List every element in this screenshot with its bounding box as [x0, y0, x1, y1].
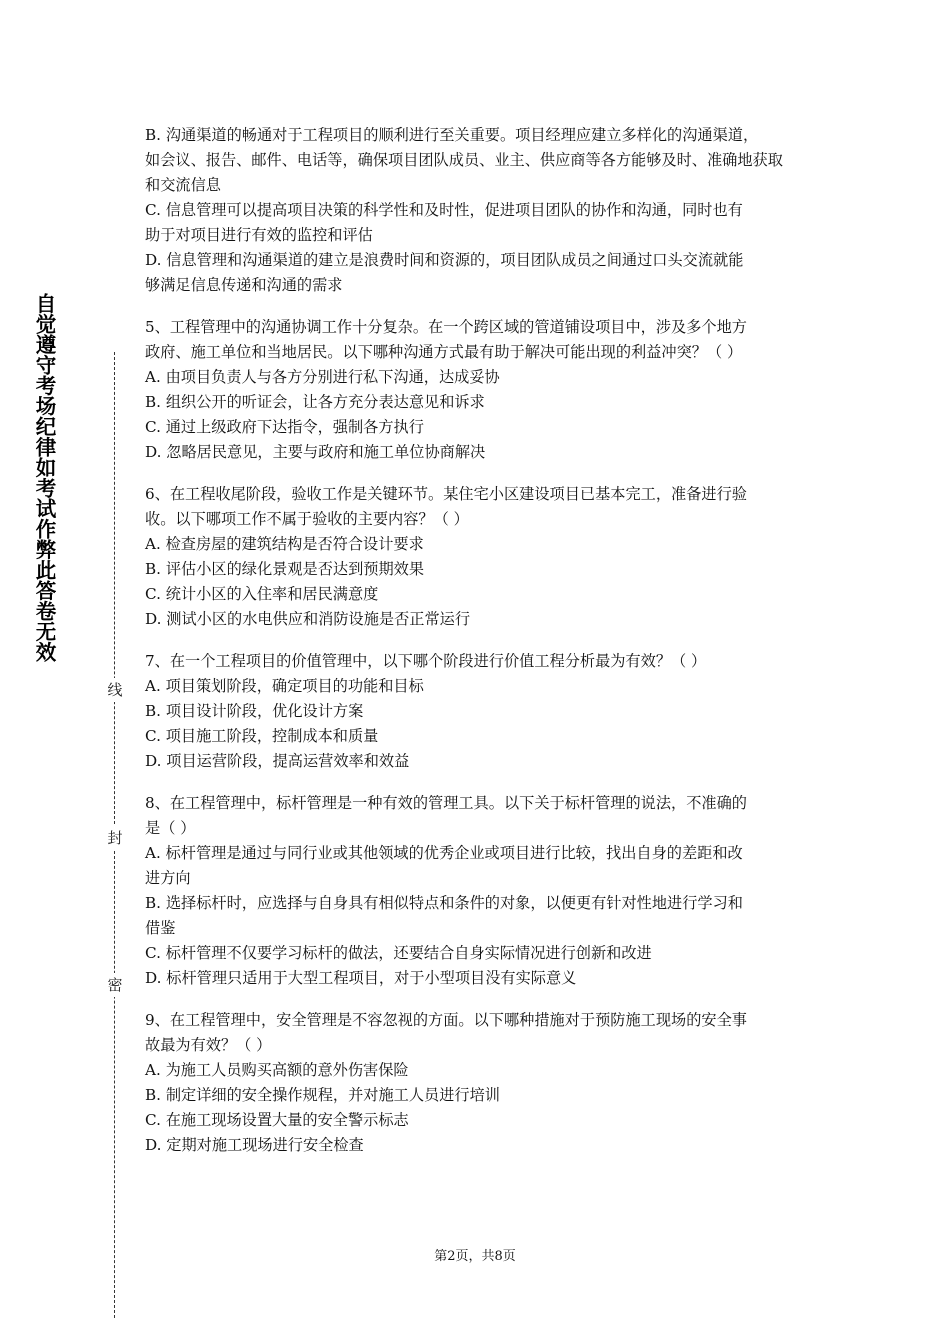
option-c: C. 在施工现场设置大量的安全警示标志 [145, 1111, 409, 1129]
seal-label-secret: 密 [104, 973, 126, 997]
option-line: D. 信息管理和沟通渠道的建立是浪费时间和资源的，项目团队成员之间通过口头交流就能 [145, 251, 744, 269]
option-a: A. 标杆管理是通过与同行业或其他领域的优秀企业或项目进行比较，找出自身的差距和改 [145, 844, 743, 862]
option-d: D. 标杆管理只适用于大型工程项目，对于小型项目没有实际意义 [145, 969, 577, 987]
option-line: C. 信息管理可以提高项目决策的科学性和及时性，促进项目团队的协作和沟通，同时也有 [145, 201, 743, 219]
question-stem: 7、在一个工程项目的价值管理中，以下哪个阶段进行价值工程分析最为有效？（ ） [145, 652, 707, 670]
option-line: B. 沟通渠道的畅通对于工程项目的顺利进行至关重要。项目经理应建立多样化的沟通渠道， [145, 126, 759, 144]
option-a: A. 检查房屋的建筑结构是否符合设计要求 [145, 535, 424, 553]
page-number: 第2页，共8页 [434, 1249, 516, 1264]
question-9 [145, 1008, 813, 1158]
question-stem: 是（ ） [145, 819, 196, 837]
option-d: D. 测试小区的水电供应和消防设施是否正常运行 [145, 610, 471, 628]
option-b-continued: 借鉴 [145, 919, 176, 937]
option-c: C. 标杆管理不仅要学习标杆的做法，还要结合自身实际情况进行创新和改进 [145, 944, 652, 962]
seal-label-seal: 封 [104, 826, 126, 850]
option-d: D. 定期对施工现场进行安全检查 [145, 1136, 364, 1154]
question-stem: 5、工程管理中的沟通协调工作十分复杂。在一个跨区域的管道铺设项目中，涉及多个地方 [145, 318, 747, 336]
question-stem: 收。以下哪项工作不属于验收的主要内容？（ ） [145, 510, 469, 528]
option-line: 助于对项目进行有效的监控和评估 [145, 226, 373, 244]
exam-discipline-notice: 自觉遵守考场纪律如考试作弊此答卷无效 [32, 293, 56, 662]
option-a: A. 项目策划阶段，确定项目的功能和目标 [145, 677, 424, 695]
question-7 [145, 649, 813, 774]
option-a: A. 为施工人员购买高额的意外伤害保险 [145, 1061, 409, 1079]
question-8 [145, 791, 813, 991]
option-line: 够满足信息传递和沟通的需求 [145, 276, 343, 294]
option-c: C. 项目施工阶段，控制成本和质量 [145, 727, 379, 745]
option-c: C. 通过上级政府下达指令，强制各方执行 [145, 418, 424, 436]
option-d: D. 项目运营阶段，提高运营效率和效益 [145, 752, 410, 770]
question-stem: 6、在工程收尾阶段，验收工作是关键环节。某住宅小区建设项目已基本完工，准备进行验 [145, 485, 747, 503]
option-a: A. 由项目负责人与各方分别进行私下沟通，达成妥协 [145, 368, 500, 386]
option-b: B. 项目设计阶段，优化设计方案 [145, 702, 364, 720]
question-stem: 9、在工程管理中，安全管理是不容忽视的方面。以下哪种措施对于预防施工现场的安全事 [145, 1011, 747, 1029]
question-stem: 8、在工程管理中，标杆管理是一种有效的管理工具。以下关于标杆管理的说法，不准确的 [145, 794, 747, 812]
option-b: B. 选择标杆时，应选择与自身具有相似特点和条件的对象，以便更有针对性地进行学习和 [145, 894, 743, 912]
question-5 [145, 315, 813, 465]
option-line: 和交流信息 [145, 176, 221, 194]
seal-label-line: 线 [104, 678, 126, 702]
question-stem: 政府、施工单位和当地居民。以下哪种沟通方式最有助于解决可能出现的利益冲突？（ ） [145, 343, 743, 361]
carryover-options [145, 123, 813, 298]
option-a-continued: 进方向 [145, 869, 191, 887]
question-content [145, 123, 813, 1158]
option-d: D. 忽略居民意见，主要与政府和施工单位协商解决 [145, 443, 486, 461]
option-b: B. 评估小区的绿化景观是否达到预期效果 [145, 560, 425, 578]
option-b: B. 组织公开的听证会，让各方充分表达意见和诉求 [145, 393, 485, 411]
option-b: B. 制定详细的安全操作规程，并对施工人员进行培训 [145, 1086, 500, 1104]
option-c: C. 统计小区的入住率和居民满意度 [145, 585, 379, 603]
question-stem: 故最为有效？（ ） [145, 1036, 272, 1054]
question-6 [145, 482, 813, 632]
option-line: 如会议、报告、邮件、电话等，确保项目团队成员、业主、供应商等各方能够及时、准确地获取 [145, 151, 783, 169]
